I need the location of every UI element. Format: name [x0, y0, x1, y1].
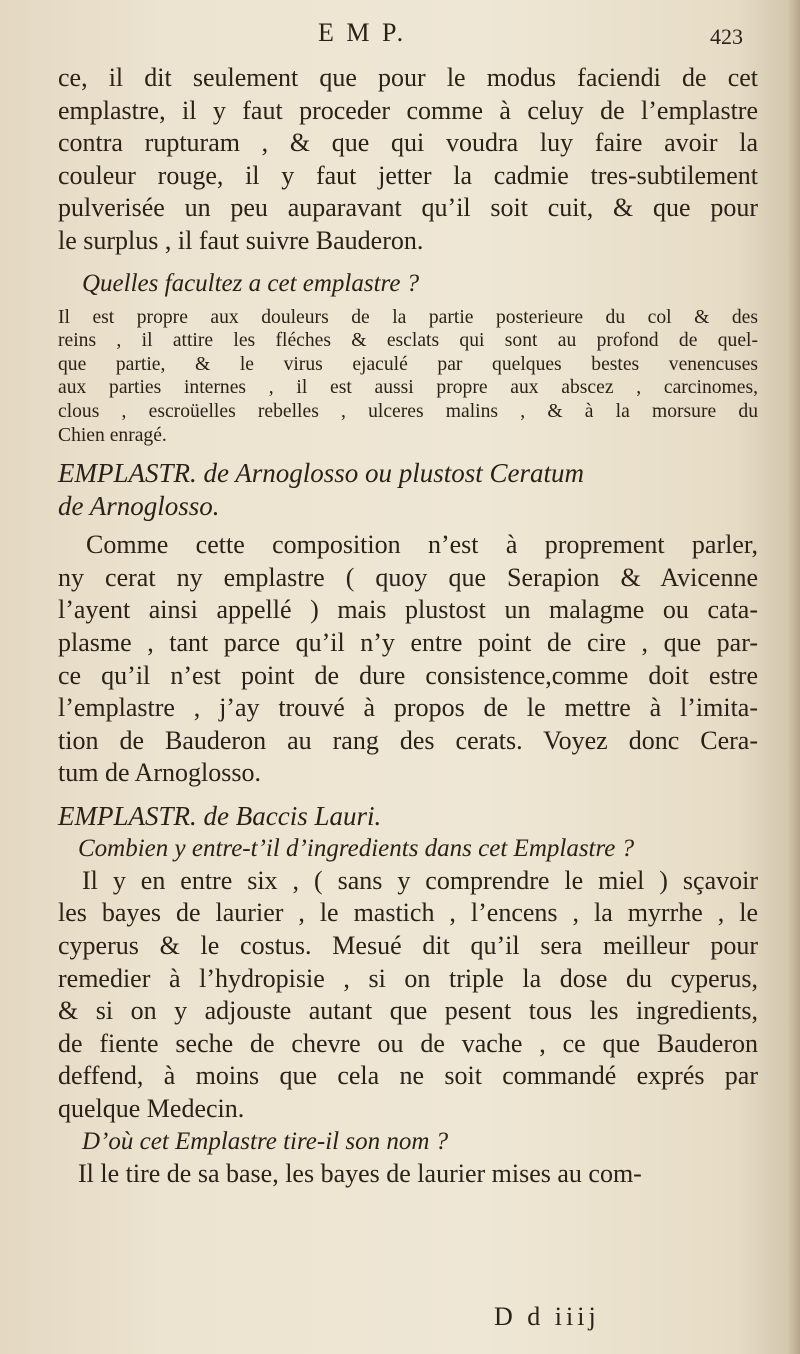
question-faculties: Quelles facultez a cet emplastre ?	[82, 269, 420, 297]
section-arnoglosso	[58, 457, 758, 790]
small-text-line: clous , escroüelles rebelles , ulceres malins , & à la morsure du	[58, 400, 758, 422]
text-line: & si on y adjouste autant que pesent tous les ingredients,	[58, 996, 758, 1026]
text-line: Comme cette composition n’est à proprement parler,	[86, 530, 758, 560]
small-text-line: que partie, & le virus ejaculé par quelques bestes venencuses	[58, 353, 758, 375]
text-line: deffend, à moins que cela ne soit commandé exprés par	[58, 1061, 758, 1091]
section-baccis-lauri	[58, 800, 758, 1190]
text-line: ce qu’il n’est point de dure consistence,comme doit estre	[58, 660, 758, 690]
text-line: les bayes de laurier , le mastich , l’encens , la myrrhe , le	[58, 898, 758, 928]
section-heading: de Arnoglosso.	[58, 491, 220, 522]
text-line: le surplus , il faut suivre Bauderon.	[58, 225, 424, 255]
text-line: couleur rouge, il y faut jetter la cadmie tres-subtilement	[58, 160, 758, 190]
text-line: plasme , tant parce qu’il n’y entre point de cire , que par-	[58, 627, 758, 657]
text-line: remedier à l’hydropisie , si on triple la dose du cyperus,	[58, 963, 758, 993]
catchword-signature: D d iiij	[494, 1302, 600, 1331]
page-body	[58, 62, 758, 1190]
text-line: emplastre, il y faut proceder comme à celuy de l’emplastre	[58, 95, 758, 125]
text-line: contra rupturam , & que qui voudra luy faire avoir la	[58, 128, 758, 158]
answer-faculties	[58, 306, 758, 448]
text-line: de fiente seche de chevre ou de vache , ce que Bauderon	[58, 1028, 758, 1058]
small-text-line: aux parties internes , il est aussi propre aux abscez , carcinomes,	[58, 377, 758, 399]
running-head: E M P.	[318, 18, 407, 47]
paragraph-1	[58, 62, 758, 258]
text-line: pulverisée un peu auparavant qu’il soit cuit, & que pour	[58, 193, 758, 223]
page-header	[0, 18, 800, 58]
question-ingredients: Combien y entre-t’il d’ingredients dans cet Emplastre ?	[78, 834, 635, 862]
text-line: Il le tire de sa base, les bayes de laurier mises au com-	[78, 1158, 642, 1188]
text-line: l’emplastre , j’ay trouvé à propos de le mettre à l’imita-	[58, 693, 758, 723]
text-line: ce, il dit seulement que pour le modus faciendi de cet	[58, 63, 758, 92]
small-text-line: reins , il attire les fléches & esclats qui sont au profond de quel-	[58, 330, 758, 352]
section-heading: EMPLASTR. de Baccis Lauri.	[58, 800, 382, 831]
page-edge	[786, 0, 800, 1354]
text-line: tum de Arnoglosso.	[58, 758, 261, 788]
text-line: l’ayent ainsi appellé ) mais plustost un malagme ou cata-	[58, 595, 758, 625]
question-name: D’où cet Emplastre tire-il son nom ?	[82, 1127, 449, 1155]
small-text-line: Chien enragé.	[58, 424, 167, 446]
text-line: cyperus & le costus. Mesué dit qu’il sera meilleur pour	[58, 931, 758, 961]
small-text-line: Il est propre aux douleurs de la partie posterieure du col & des	[58, 306, 758, 328]
text-line: tion de Bauderon au rang des cerats. Voyez donc Cera-	[58, 725, 758, 755]
text-line: Il y en entre six , ( sans y comprendre le miel ) sçavoir	[82, 865, 758, 895]
text-line: ny cerat ny emplastre ( quoy que Serapion & Avicenne	[58, 562, 758, 592]
page-number: 423	[710, 24, 743, 49]
text-line: quelque Medecin.	[58, 1094, 245, 1124]
section-heading: EMPLASTR. de Arnoglosso ou plustost Ceratum	[58, 458, 585, 489]
